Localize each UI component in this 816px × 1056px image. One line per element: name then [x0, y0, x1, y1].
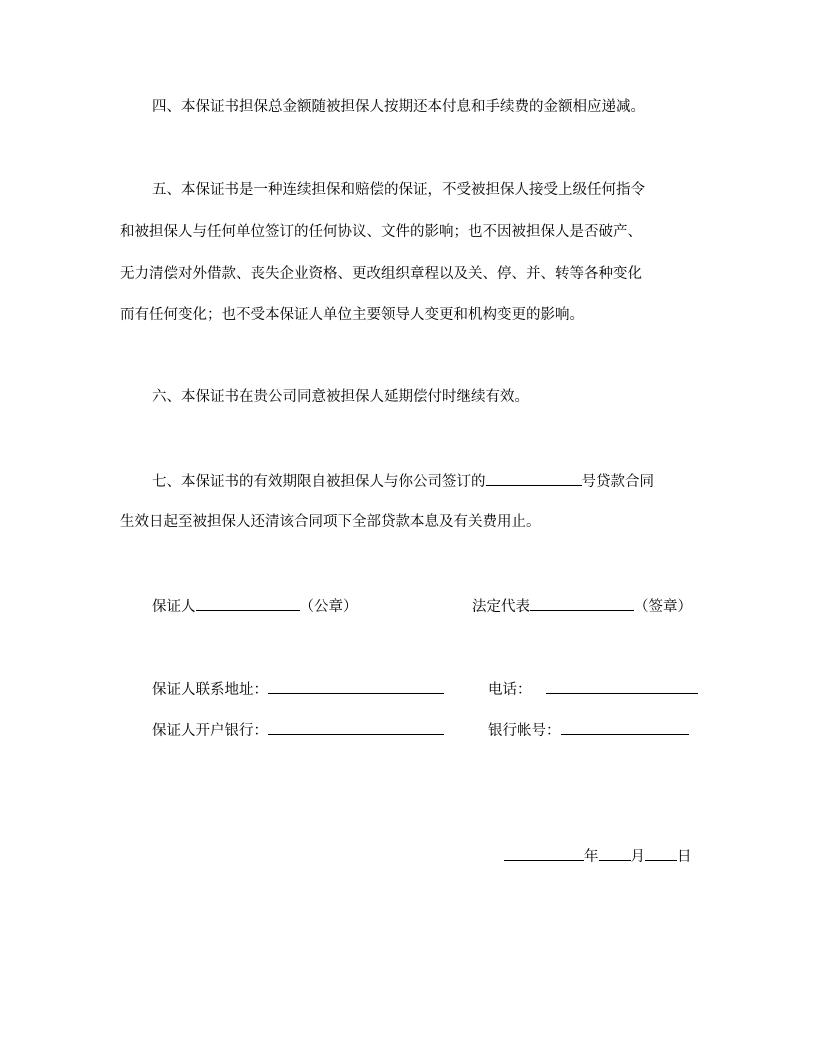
account-field — [488, 719, 689, 741]
phone-blank[interactable] — [546, 678, 698, 694]
month-label: 月 — [630, 849, 645, 865]
address-field — [152, 678, 444, 700]
guarantor-signature — [152, 595, 358, 617]
year-label: 年 — [584, 849, 599, 865]
address-blank[interactable] — [268, 678, 444, 694]
guarantor-label: 保证人 — [152, 599, 196, 615]
legal-rep-label: 法定代表 — [472, 599, 530, 615]
legal-rep-signature — [472, 595, 692, 617]
phone-field — [488, 678, 698, 700]
month-blank[interactable] — [599, 845, 631, 861]
legal-rep-seal-note: （签章） — [634, 599, 692, 615]
bank-label: 保证人开户银行： — [152, 723, 268, 739]
account-blank[interactable] — [561, 719, 689, 735]
clause-5-line-1: 五、本保证书是一种连续担保和赔偿的保证，不受被担保人接受上级任何指令 — [152, 182, 645, 198]
clause-6-line-1: 六、本保证书在贵公司同意被担保人延期偿付时继续有效。 — [152, 389, 529, 405]
day-label: 日 — [677, 849, 692, 865]
clause-7-text-before-blank: 七、本保证书的有效期限自被担保人与你公司签订的 — [152, 474, 486, 490]
address-label: 保证人联系地址： — [152, 682, 268, 698]
phone-label: 电话： — [488, 682, 532, 698]
bank-field — [152, 719, 444, 741]
clause-5-line-2: 和被担保人与任何单位签订的任何协议、文件的影响；也不因被担保人是否破产、 — [120, 224, 642, 240]
clause-5-line-3: 无力清偿对外借款、丧失企业资格、更改组织章程以及关、停、并、转等各种变化 — [120, 266, 642, 282]
contract-number-blank[interactable] — [486, 470, 582, 486]
clause-7-text-after-blank: 号贷款合同 — [581, 474, 654, 490]
day-blank[interactable] — [645, 845, 677, 861]
clause-7-line-2: 生效日起至被担保人还清该合同项下全部贷款本息及有关费用止。 — [120, 514, 541, 530]
date-field — [504, 845, 692, 867]
clause-5-line-4: 而有任何变化；也不受本保证人单位主要领导人变更和机构变更的影响。 — [120, 307, 584, 323]
bank-blank[interactable] — [268, 719, 444, 735]
year-blank[interactable] — [504, 845, 584, 861]
guarantor-blank[interactable] — [196, 595, 300, 611]
clause-4-line-1: 四、本保证书担保总金额随被担保人按期还本付息和手续费的金额相应递减。 — [152, 99, 645, 115]
legal-rep-blank[interactable] — [530, 595, 634, 611]
guarantor-seal-note: （公章） — [299, 599, 358, 615]
clause-7-line-1 — [152, 470, 654, 492]
account-label: 银行帐号： — [488, 723, 561, 739]
